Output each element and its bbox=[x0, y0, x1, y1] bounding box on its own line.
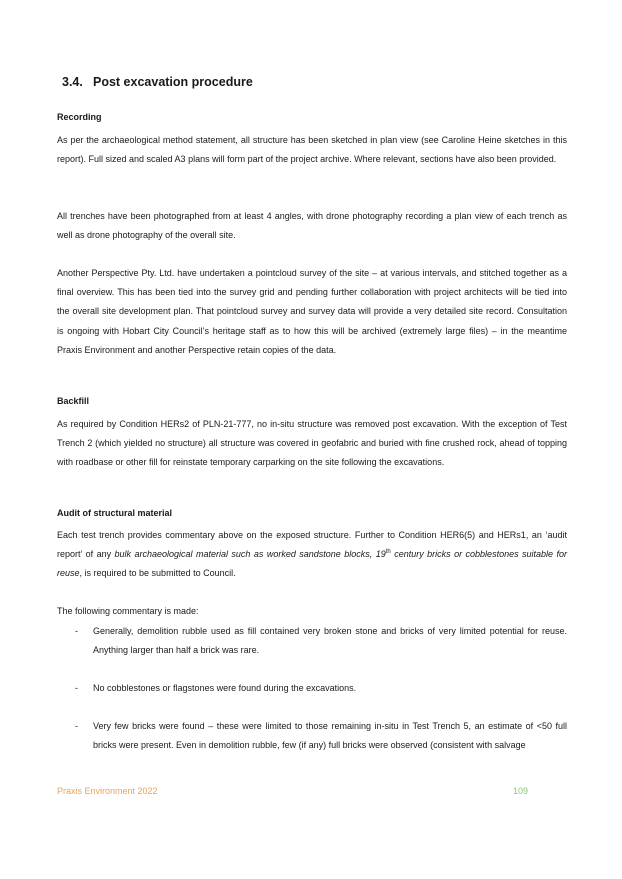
section-number: 3.4. bbox=[62, 75, 83, 89]
list-item bbox=[75, 622, 567, 660]
audit-text-end: , is required to be submitted to Council. bbox=[79, 568, 236, 579]
bullet-marker: - bbox=[75, 626, 78, 636]
footer-page-number: 109 bbox=[513, 786, 529, 796]
footer-company: Praxis Environment 2022 bbox=[57, 786, 158, 796]
recording-paragraph-1: As per the archaeological method statement, all structure has been sketched in plan view (see Caroline Heine sketches in this report). Full sized and scaled A3 plans will form part of the project archive. Where relevant, sections have also been provided. bbox=[57, 135, 567, 165]
audit-heading: Audit of structural material bbox=[57, 508, 173, 518]
list-item-text: Very few bricks were found – these were limited to those remaining in-situ in Test Trench 5, an estimate of <50 full bricks were present. Even in demolition rubble, few (if any) full bricks were observed (consistent with salvage bbox=[93, 721, 567, 751]
audit-text-superscript: th bbox=[385, 549, 391, 556]
list-item-text: Generally, demolition rubble used as fill contained very broken stone and bricks of very limited potential for reuse. Anything larger than half a brick was rare. bbox=[93, 626, 567, 656]
recording-paragraph-2: All trenches have been photographed from at least 4 angles, with drone photography recording a plan view of each trench as well as drone photography of the overall site. bbox=[57, 211, 567, 241]
list-item bbox=[75, 679, 567, 698]
bullet-marker: - bbox=[75, 683, 78, 693]
audit-text-italic-a: bulk archaeological material such as worked sandstone blocks, 19 bbox=[114, 549, 386, 560]
list-item bbox=[75, 717, 567, 755]
audit-paragraph bbox=[57, 526, 567, 584]
section-title: Post excavation procedure bbox=[93, 75, 253, 89]
section-heading bbox=[62, 75, 253, 89]
backfill-paragraph: As required by Condition HERs2 of PLN-21-777, no in-situ structure was removed post excavation. With the exception of Test Trench 2 (which yielded no structure) all structure was covered in geofabric and buried with fine crushed rock, ahead of topping with roadbase or other fill for reinstate temporary carparking on the site following the excavations. bbox=[57, 419, 567, 468]
backfill-heading: Backfill bbox=[57, 396, 90, 406]
audit-text-italic-b: century bricks or cobblestones suitable for reuse bbox=[57, 549, 567, 579]
audit-intro: The following commentary is made: bbox=[57, 606, 199, 616]
audit-text-start: Each test trench provides commentary above on the exposed structure. Further to Condition HER6(5) and HERs1, an ‘audit report’ of any bbox=[57, 530, 567, 560]
recording-heading: Recording bbox=[57, 112, 102, 122]
list-item-text: No cobblestones or flagstones were found during the excavations. bbox=[93, 683, 357, 693]
recording-paragraph-3: Another Perspective Pty. Ltd. have undertaken a pointcloud survey of the site – at various intervals, and stitched together as a final overview. This has been tied into the survey grid and pending further collaboration with project architects will be tied into the overall site development plan. That pointcloud survey and survey data will provide a very detailed site record. Consultation is ongoing with Hobart City Council’s heritage staff as to how this will be archived (extremely large files) – in the meantime Praxis Environment and another Perspective retain copies of the data. bbox=[57, 268, 567, 355]
bullet-marker: - bbox=[75, 721, 78, 731]
